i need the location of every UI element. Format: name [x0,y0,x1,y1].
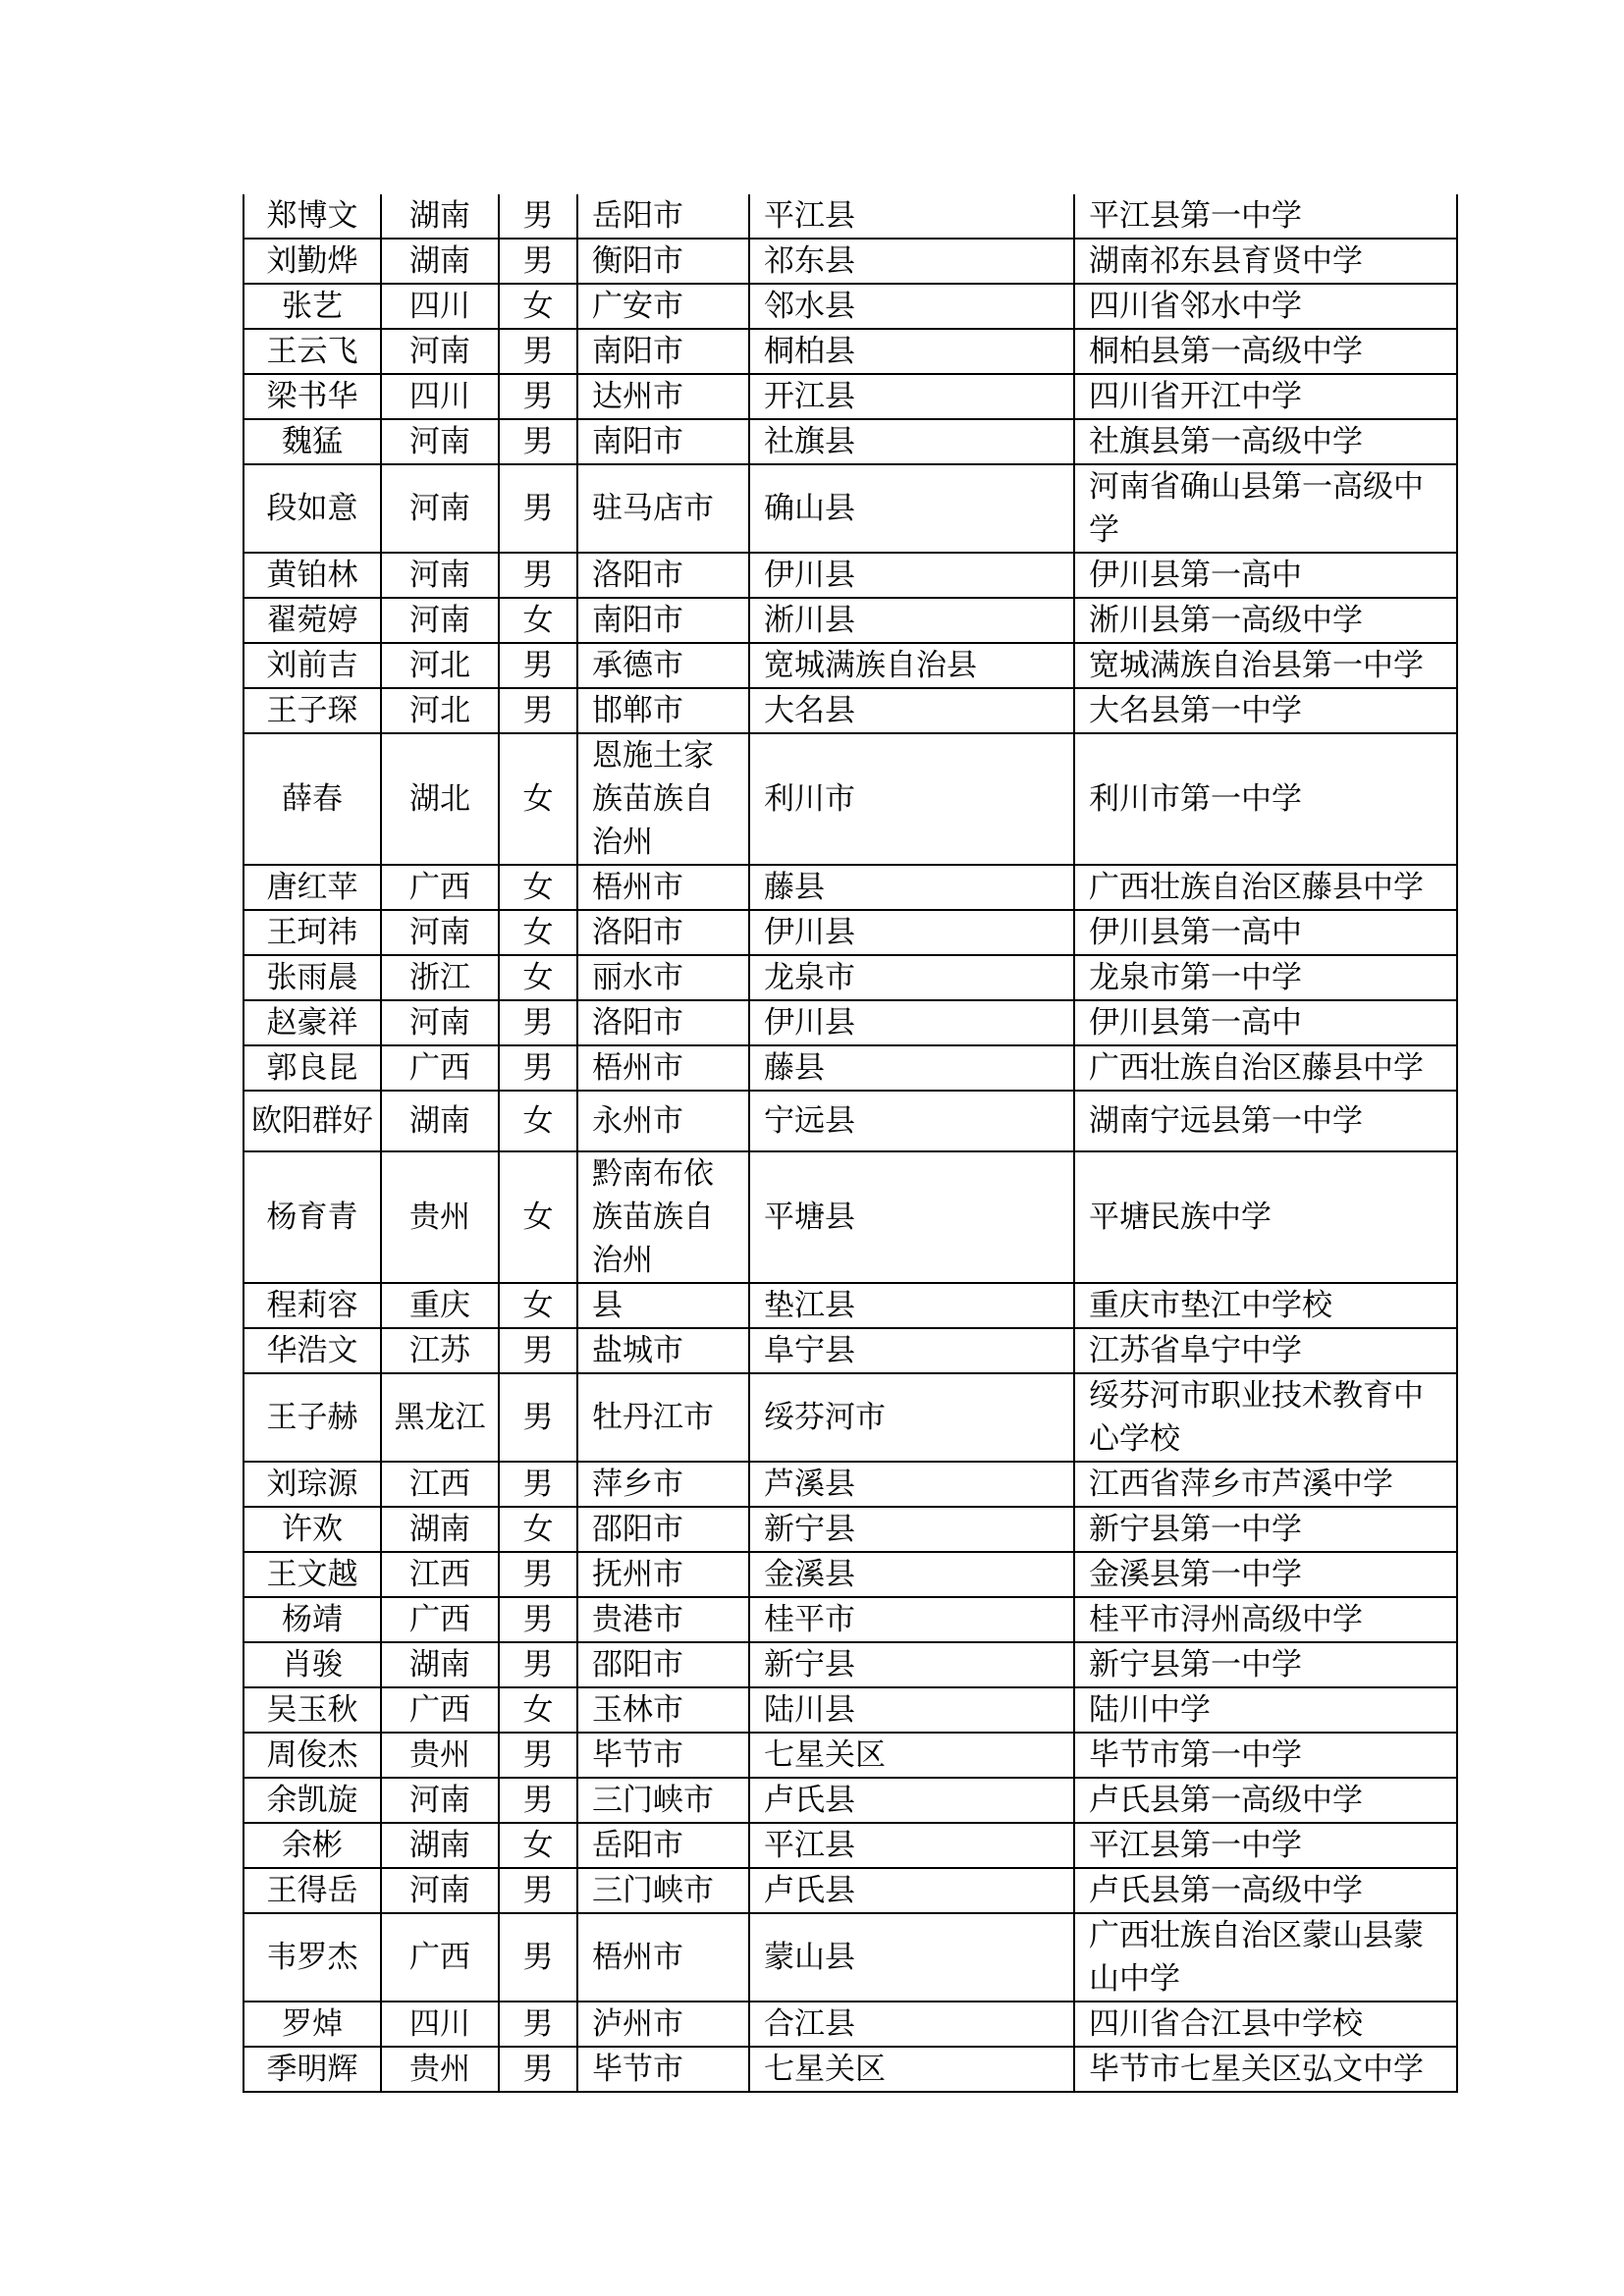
table-row [244,1868,1457,1913]
cell-school: 广西壮族自治区蒙山县蒙山中学 [1074,1913,1457,2002]
cell-city: 广安市 [577,284,749,329]
cell-province: 广西 [381,865,499,910]
cell-name: 华浩文 [244,1328,381,1373]
cell-province: 贵州 [381,1151,499,1283]
cell-county: 桐柏县 [749,329,1074,374]
cell-name: 韦罗杰 [244,1913,381,2002]
cell-gender: 男 [499,1045,577,1091]
cell-name: 王珂祎 [244,910,381,955]
cell-school: 广西壮族自治区藤县中学 [1074,865,1457,910]
cell-school: 卢氏县第一高级中学 [1074,1778,1457,1823]
cell-name: 余凯旋 [244,1778,381,1823]
cell-gender: 女 [499,1507,577,1552]
cell-province: 河北 [381,643,499,688]
cell-gender: 女 [499,1687,577,1733]
cell-gender: 男 [499,1913,577,2002]
cell-school: 桂平市浔州高级中学 [1074,1597,1457,1642]
table-row [244,643,1457,688]
cell-gender: 男 [499,1778,577,1823]
cell-school: 大名县第一中学 [1074,688,1457,733]
cell-gender: 男 [499,194,577,239]
cell-province: 贵州 [381,2047,499,2092]
cell-county: 阜宁县 [749,1328,1074,1373]
cell-gender: 男 [499,643,577,688]
cell-school: 四川省合江县中学校 [1074,2002,1457,2047]
cell-school: 平江县第一中学 [1074,1823,1457,1868]
cell-school: 伊川县第一高中 [1074,1000,1457,1045]
cell-name: 王文越 [244,1552,381,1597]
cell-name: 薛春 [244,733,381,865]
cell-county: 社旗县 [749,419,1074,464]
cell-province: 四川 [381,374,499,419]
cell-city: 梧州市 [577,1913,749,2002]
cell-school: 湖南祁东县育贤中学 [1074,239,1457,284]
table-row [244,553,1457,598]
cell-county: 宽城满族自治县 [749,643,1074,688]
cell-province: 河南 [381,598,499,643]
cell-city: 玉林市 [577,1687,749,1733]
cell-gender: 女 [499,733,577,865]
cell-county: 新宁县 [749,1642,1074,1687]
cell-city: 黔南布依族苗族自治州 [577,1151,749,1283]
cell-province: 湖南 [381,1091,499,1151]
cell-name: 罗焯 [244,2002,381,2047]
cell-county: 藤县 [749,865,1074,910]
cell-county: 七星关区 [749,1733,1074,1778]
cell-name: 段如意 [244,464,381,553]
cell-name: 杨育青 [244,1151,381,1283]
cell-school: 陆川中学 [1074,1687,1457,1733]
table-row [244,1552,1457,1597]
cell-name: 张雨晨 [244,955,381,1000]
cell-gender: 女 [499,598,577,643]
cell-gender: 男 [499,1373,577,1462]
cell-gender: 女 [499,1283,577,1328]
cell-name: 余彬 [244,1823,381,1868]
cell-county: 卢氏县 [749,1868,1074,1913]
cell-city: 毕节市 [577,1733,749,1778]
cell-county: 伊川县 [749,553,1074,598]
cell-province: 湖南 [381,239,499,284]
table-row [244,1507,1457,1552]
cell-gender: 男 [499,2002,577,2047]
cell-name: 刘前吉 [244,643,381,688]
cell-city: 南阳市 [577,598,749,643]
cell-city: 县 [577,1283,749,1328]
cell-gender: 男 [499,2047,577,2092]
cell-province: 湖南 [381,1823,499,1868]
cell-city: 邯郸市 [577,688,749,733]
cell-gender: 男 [499,419,577,464]
cell-county: 平塘县 [749,1151,1074,1283]
cell-county: 开江县 [749,374,1074,419]
cell-name: 季明辉 [244,2047,381,2092]
cell-gender: 男 [499,1328,577,1373]
cell-city: 贵港市 [577,1597,749,1642]
cell-city: 南阳市 [577,419,749,464]
cell-school: 四川省邻水中学 [1074,284,1457,329]
cell-province: 湖北 [381,733,499,865]
table-row [244,910,1457,955]
cell-school: 绥芬河市职业技术教育中心学校 [1074,1373,1457,1462]
table-row [244,239,1457,284]
cell-school: 湖南宁远县第一中学 [1074,1091,1457,1151]
cell-school: 伊川县第一高中 [1074,553,1457,598]
cell-city: 萍乡市 [577,1462,749,1507]
table-row [244,865,1457,910]
cell-school: 淅川县第一高级中学 [1074,598,1457,643]
cell-city: 岳阳市 [577,1823,749,1868]
cell-name: 赵豪祥 [244,1000,381,1045]
cell-province: 广西 [381,1913,499,2002]
cell-county: 卢氏县 [749,1778,1074,1823]
cell-province: 河南 [381,419,499,464]
cell-city: 泸州市 [577,2002,749,2047]
cell-province: 河南 [381,464,499,553]
cell-city: 梧州市 [577,865,749,910]
cell-province: 贵州 [381,1733,499,1778]
cell-city: 盐城市 [577,1328,749,1373]
cell-city: 三门峡市 [577,1778,749,1823]
table-row [244,1045,1457,1091]
cell-school: 伊川县第一高中 [1074,910,1457,955]
cell-city: 毕节市 [577,2047,749,2092]
table-row [244,374,1457,419]
table-row [244,1687,1457,1733]
cell-name: 张艺 [244,284,381,329]
cell-city: 岳阳市 [577,194,749,239]
cell-name: 杨靖 [244,1597,381,1642]
cell-city: 南阳市 [577,329,749,374]
student-table [243,194,1458,2093]
cell-school: 桐柏县第一高级中学 [1074,329,1457,374]
cell-county: 金溪县 [749,1552,1074,1597]
cell-county: 蒙山县 [749,1913,1074,2002]
cell-gender: 男 [499,1000,577,1045]
table-row [244,464,1457,553]
cell-gender: 男 [499,553,577,598]
cell-city: 洛阳市 [577,1000,749,1045]
cell-gender: 男 [499,239,577,284]
cell-county: 绥芬河市 [749,1373,1074,1462]
table-row [244,1283,1457,1328]
cell-province: 广西 [381,1687,499,1733]
cell-name: 郭良昆 [244,1045,381,1091]
cell-county: 邻水县 [749,284,1074,329]
table-row [244,1373,1457,1462]
cell-name: 唐红苹 [244,865,381,910]
cell-county: 伊川县 [749,1000,1074,1045]
table-row [244,1091,1457,1151]
cell-province: 河南 [381,553,499,598]
cell-gender: 女 [499,1823,577,1868]
cell-city: 抚州市 [577,1552,749,1597]
cell-name: 许欢 [244,1507,381,1552]
cell-gender: 男 [499,1868,577,1913]
cell-school: 平塘民族中学 [1074,1151,1457,1283]
cell-name: 刘琮源 [244,1462,381,1507]
table-row [244,1462,1457,1507]
table-row [244,1642,1457,1687]
cell-province: 河南 [381,1778,499,1823]
cell-county: 伊川县 [749,910,1074,955]
cell-gender: 男 [499,688,577,733]
cell-city: 驻马店市 [577,464,749,553]
cell-province: 四川 [381,284,499,329]
cell-county: 平江县 [749,194,1074,239]
cell-city: 承德市 [577,643,749,688]
cell-gender: 女 [499,865,577,910]
table-row [244,194,1457,239]
cell-name: 魏猛 [244,419,381,464]
table-row [244,1733,1457,1778]
cell-city: 洛阳市 [577,553,749,598]
cell-county: 平江县 [749,1823,1074,1868]
cell-county: 桂平市 [749,1597,1074,1642]
table-row [244,1000,1457,1045]
cell-province: 江西 [381,1552,499,1597]
cell-city: 邵阳市 [577,1642,749,1687]
cell-province: 四川 [381,2002,499,2047]
cell-school: 重庆市垫江中学校 [1074,1283,1457,1328]
cell-name: 王得岳 [244,1868,381,1913]
cell-gender: 女 [499,955,577,1000]
cell-school: 新宁县第一中学 [1074,1507,1457,1552]
cell-name: 刘勤烨 [244,239,381,284]
table-row [244,1328,1457,1373]
cell-school: 社旗县第一高级中学 [1074,419,1457,464]
cell-gender: 男 [499,1552,577,1597]
cell-county: 大名县 [749,688,1074,733]
table-row [244,733,1457,865]
cell-province: 黑龙江 [381,1373,499,1462]
cell-name: 郑博文 [244,194,381,239]
cell-school: 四川省开江中学 [1074,374,1457,419]
cell-province: 浙江 [381,955,499,1000]
table-row [244,955,1457,1000]
cell-gender: 女 [499,910,577,955]
cell-school: 金溪县第一中学 [1074,1552,1457,1597]
cell-county: 宁远县 [749,1091,1074,1151]
cell-city: 衡阳市 [577,239,749,284]
cell-school: 江西省萍乡市芦溪中学 [1074,1462,1457,1507]
cell-county: 藤县 [749,1045,1074,1091]
cell-province: 广西 [381,1597,499,1642]
cell-name: 欧阳群好 [244,1091,381,1151]
cell-school: 新宁县第一中学 [1074,1642,1457,1687]
cell-province: 河南 [381,1000,499,1045]
cell-school: 利川市第一中学 [1074,733,1457,865]
cell-county: 七星关区 [749,2047,1074,2092]
cell-county: 确山县 [749,464,1074,553]
cell-city: 牡丹江市 [577,1373,749,1462]
cell-school: 广西壮族自治区藤县中学 [1074,1045,1457,1091]
cell-name: 程莉容 [244,1283,381,1328]
cell-county: 新宁县 [749,1507,1074,1552]
cell-gender: 男 [499,1733,577,1778]
cell-city: 邵阳市 [577,1507,749,1552]
cell-name: 梁书华 [244,374,381,419]
cell-province: 河南 [381,1868,499,1913]
table-row [244,1913,1457,2002]
cell-province: 湖南 [381,194,499,239]
table-row [244,598,1457,643]
cell-county: 淅川县 [749,598,1074,643]
table-row [244,1597,1457,1642]
cell-school: 毕节市第一中学 [1074,1733,1457,1778]
cell-province: 江苏 [381,1328,499,1373]
cell-county: 芦溪县 [749,1462,1074,1507]
cell-name: 肖骏 [244,1642,381,1687]
cell-school: 河南省确山县第一高级中学 [1074,464,1457,553]
table-row [244,419,1457,464]
cell-province: 河北 [381,688,499,733]
table-row [244,2002,1457,2047]
cell-county: 龙泉市 [749,955,1074,1000]
cell-gender: 女 [499,1151,577,1283]
cell-school: 卢氏县第一高级中学 [1074,1868,1457,1913]
cell-gender: 男 [499,1462,577,1507]
cell-name: 王子琛 [244,688,381,733]
cell-province: 湖南 [381,1642,499,1687]
cell-name: 翟菀婷 [244,598,381,643]
cell-city: 丽水市 [577,955,749,1000]
cell-gender: 男 [499,374,577,419]
cell-name: 周俊杰 [244,1733,381,1778]
table-row [244,284,1457,329]
cell-province: 广西 [381,1045,499,1091]
table-row [244,329,1457,374]
cell-province: 河南 [381,910,499,955]
cell-county: 陆川县 [749,1687,1074,1733]
cell-county: 祁东县 [749,239,1074,284]
cell-name: 黄铂林 [244,553,381,598]
cell-province: 湖南 [381,1507,499,1552]
cell-province: 河南 [381,329,499,374]
cell-gender: 男 [499,1597,577,1642]
cell-city: 恩施土家族苗族自治州 [577,733,749,865]
cell-province: 江西 [381,1462,499,1507]
cell-gender: 女 [499,1091,577,1151]
cell-gender: 男 [499,464,577,553]
cell-county: 合江县 [749,2002,1074,2047]
cell-name: 吴玉秋 [244,1687,381,1733]
cell-name: 王云飞 [244,329,381,374]
cell-city: 梧州市 [577,1045,749,1091]
table-row [244,1778,1457,1823]
table-row [244,1151,1457,1283]
cell-school: 平江县第一中学 [1074,194,1457,239]
cell-county: 垫江县 [749,1283,1074,1328]
cell-city: 达州市 [577,374,749,419]
cell-name: 王子赫 [244,1373,381,1462]
cell-gender: 男 [499,1642,577,1687]
cell-school: 毕节市七星关区弘文中学 [1074,2047,1457,2092]
table-row [244,688,1457,733]
table-body [244,194,1457,2092]
cell-school: 龙泉市第一中学 [1074,955,1457,1000]
cell-school: 江苏省阜宁中学 [1074,1328,1457,1373]
table-row [244,2047,1457,2092]
cell-province: 重庆 [381,1283,499,1328]
table-row [244,1823,1457,1868]
cell-gender: 女 [499,284,577,329]
cell-city: 三门峡市 [577,1868,749,1913]
cell-city: 洛阳市 [577,910,749,955]
cell-school: 宽城满族自治县第一中学 [1074,643,1457,688]
cell-city: 永州市 [577,1091,749,1151]
cell-gender: 男 [499,329,577,374]
cell-county: 利川市 [749,733,1074,865]
